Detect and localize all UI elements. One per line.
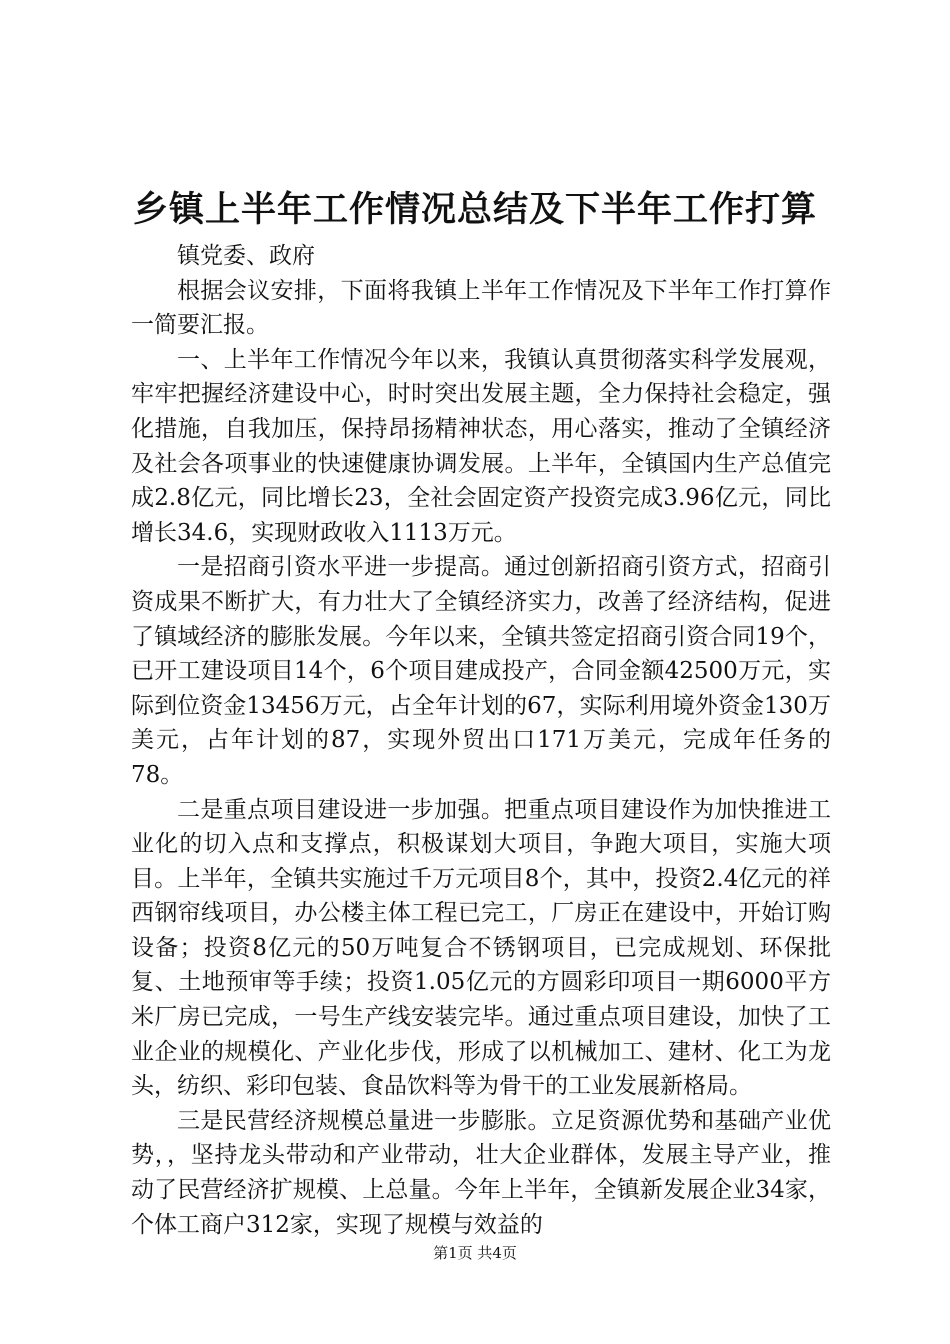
- document-title: 乡镇上半年工作情况总结及下半年工作打算: [132, 189, 817, 230]
- paragraph-private-economy: 三是民营经济规模总量进一步膨胀。立足资源优势和基础产业优势，，坚持龙头带动和产业带动，壮大企业群体，发展主导产业，推动了民营经济扩规模、上总量。今年上半年，全镇新发展企业34家，个体工商户312家，实现了规模与效益的: [131, 1107, 831, 1238]
- paragraph-intro: 根据会议安排，下面将我镇上半年工作情况及下半年工作打算作一简要汇报。: [131, 277, 831, 339]
- paragraph-investment: 一是招商引资水平进一步提高。通过创新招商引资方式，招商引资成果不断扩大，有力壮大了全镇经济实力，改善了经济结构，促进了镇域经济的膨胀发展。今年以来，全镇共签定招商引资合同19个，已开工建设项目14个，6个项目建成投产，合同金额42500万元，实际到位资金13456万元，占全年计划的67，实际利用境外资金130万美元，占年计划的87，实现外贸出口171万美元，完成年任务的78。: [131, 554, 831, 788]
- document-body: [131, 239, 831, 1242]
- page-number: 第1页 共4页: [433, 1244, 517, 1262]
- paragraph-key-projects: 二是重点项目建设进一步加强。把重点项目建设作为加快推进工业化的切入点和支撑点，积极谋划大项目，争跑大项目，实施大项目。上半年，全镇共实施过千万元项目8个，其中，投资2.4亿元的祥西钢帘线项目，办公楼主体工程已完工，厂房正在建设中，开始订购设备；投资8亿元的50万吨复合不锈钢项目，已完成规划、环保批复、土地预审等手续；投资1.05亿元的方圆彩印项目一期6000平方米厂房已完成，一号生产线安装完毕。通过重点项目建设，加快了工业企业的规模化、产业化步伐，形成了以机械加工、建材、化工为龙头，纺织、彩印包装、食品饮料等为骨干的工业发展新格局。: [131, 796, 831, 1100]
- paragraph-addressee: 镇党委、政府: [177, 243, 315, 269]
- paragraph-section-one: 一、上半年工作情况今年以来，我镇认真贯彻落实科学发展观，牢牢把握经济建设中心，时时突出发展主题，全力保持社会稳定，强化措施，自我加压，保持昂扬精神状态，用心落实，推动了全镇经济及社会各项事业的快速健康协调发展。上半年，全镇国内生产总值完成2.8亿元，同比增长23，全社会固定资产投资完成3.96亿元，同比增长34.6，实现财政收入1113万元。: [131, 346, 831, 546]
